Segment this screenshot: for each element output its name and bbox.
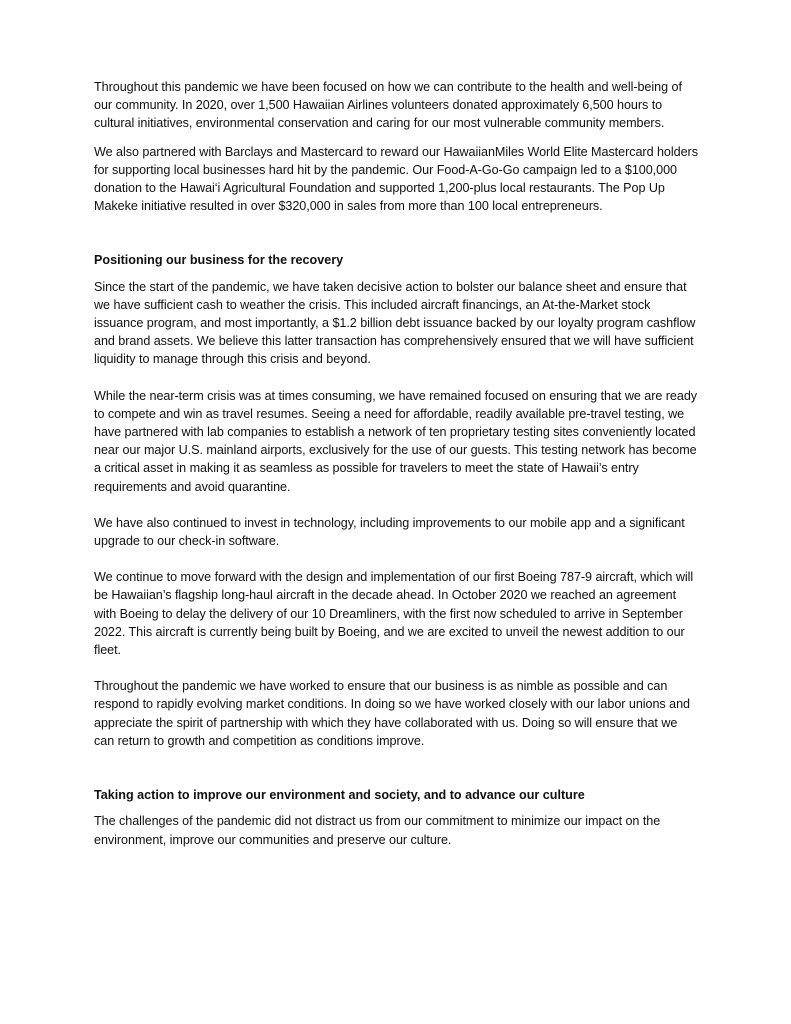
- document-page: [94, 78, 700, 849]
- environment-paragraph-1: The challenges of the pandemic did not distract us from our commitment to minimize our impact on the environment, improve our communities and preserve our culture.: [94, 814, 661, 847]
- recovery-paragraph-4: We continue to move forward with the design and implementation of our first Boeing 787-9 aircraft, which will be Hawaiian’s flagship long-haul aircraft in the decade ahead. In October 2020 we reached an agreement with Boeing to delay the delivery of our 10 Dreamliners, with the first now scheduled to arrive in September 2022. This aircraft is currently being built by Boeing, and we are excited to unveil the newest addition to our fleet.: [94, 570, 694, 658]
- recovery-paragraph-1: Since the start of the pandemic, we have taken decisive action to bolster our balance sheet and ensure that we have sufficient cash to weather the crisis. This included aircraft financings, an At-the-Market stock issuance program, and most importantly, a $1.2 billion debt issuance backed by our loyalty program cashflow and brand assets. We believe this latter transaction has comprehensively ensured that we will have sufficient liquidity to manage through this crisis and beyond.: [94, 279, 696, 367]
- intro-paragraph-1: Throughout this pandemic we have been focused on how we can contribute to the health and well-being of our community. In 2020, over 1,500 Hawaiian Airlines volunteers donated approximately 6,500 hours to cultural initiatives, environmental conservation and caring for our most vulnerable community members.: [94, 80, 682, 131]
- intro-paragraph-2: We also partnered with Barclays and Mastercard to reward our HawaiianMiles World Elite Mastercard holders for supporting local businesses hard hit by the pandemic. Our Food-A-Go-Go campaign led to a $100,000 donation to the Hawai‘i Agricultural Foundation and supported 1,200-plus local restaurants. The Pop Up Makeke initiative resulted in over $320,000 in sales from more than 100 local entrepreneurs.: [94, 144, 698, 214]
- section-heading-environment: Taking action to improve our environment and society, and to advance our culture: [94, 788, 585, 803]
- recovery-paragraph-2: While the near-term crisis was at times consuming, we have remained focused on ensuring that we are ready to compete and win as travel resumes. Seeing a need for affordable, readily available pre-travel testing, we have partnered with lab companies to establish a network of ten proprietary testing sites conveniently located near our major U.S. mainland airports, exclusively for the use of our guests. This testing network has become a critical asset in making it as seamless as possible for travelers to meet the state of Hawaii’s entry requirements and avoid quarantine.: [94, 388, 698, 494]
- recovery-paragraph-5: Throughout the pandemic we have worked to ensure that our business is as nimble as possible and can respond to rapidly evolving market conditions. In doing so we have worked closely with our labor unions and appreciate the spirit of partnership with which they have collaborated with us. Doing so will ensure that we can return to growth and competition as conditions improve.: [94, 679, 690, 748]
- recovery-paragraph-3: We have also continued to invest in technology, including improvements to our mobile app and a significant upgrade to our check-in software.: [94, 515, 685, 549]
- section-heading-recovery: Positioning our business for the recovery: [94, 253, 344, 268]
